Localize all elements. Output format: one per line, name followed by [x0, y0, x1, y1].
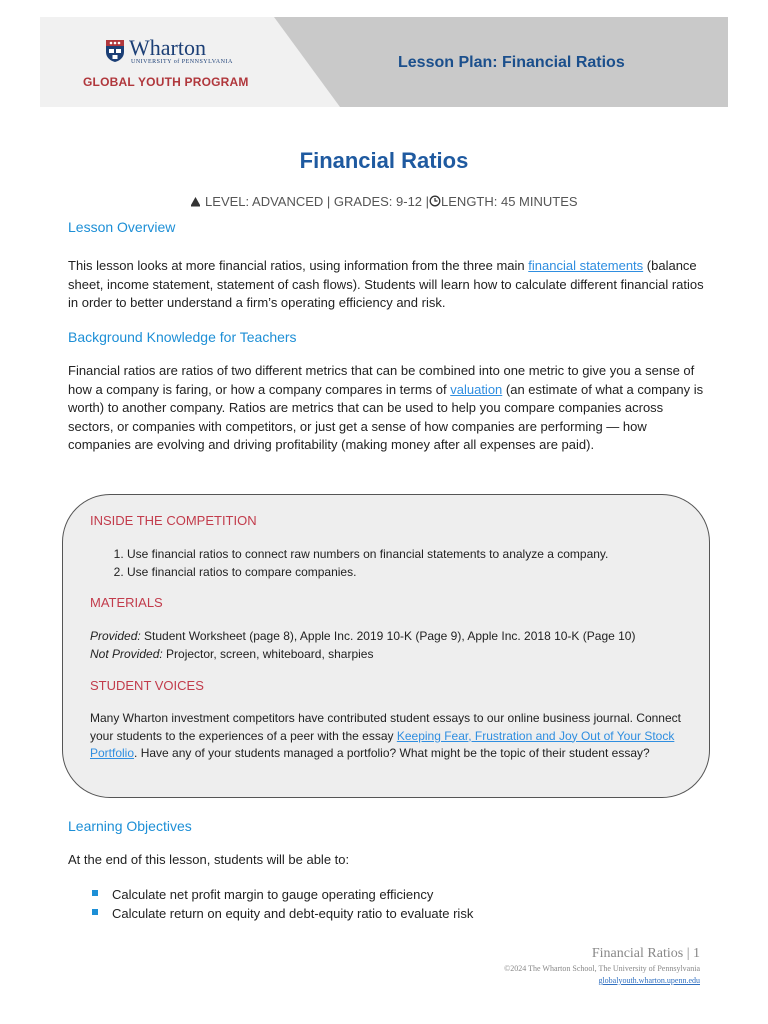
logo-wordmark: Wharton [129, 35, 206, 60]
competition-callout-box [62, 494, 710, 798]
document-title: Financial Ratios [299, 148, 469, 173]
objectives-list [92, 885, 473, 923]
provided-label: Provided: [90, 629, 141, 643]
logo-subtitle: UNIVERSITY of PENNSYLVANIA [131, 59, 233, 65]
provided-text: Student Worksheet (page 8), Apple Inc. 2019 10-K (Page 9), Apple Inc. 2018 10-K (Page 10) [140, 629, 636, 643]
objective-text: Calculate return on equity and debt-equity ratio to evaluate risk [112, 906, 474, 921]
lesson-meta [0, 194, 768, 209]
voices-text-part: . Have any of your students managed a portfolio? What might be the topic of their student essay? [134, 746, 650, 760]
competition-list [109, 545, 608, 581]
not-provided-text: Projector, screen, whiteboard, sharpies [162, 646, 374, 661]
student-voices-text [90, 710, 690, 763]
lesson-overview-text [68, 257, 708, 313]
meta-length: LENGTH: 45 MINUTES [441, 194, 578, 209]
essay-link[interactable]: Keeping Fear, Frustration and Joy Out of Your Stock Portfolio [90, 728, 675, 760]
materials-heading: MATERIALS [90, 595, 163, 610]
footer-page-title: Financial Ratios | 1 [591, 946, 700, 961]
objectives-intro: At the end of this lesson, students will be able to: [68, 852, 350, 867]
background-text-part: (an estimate of what a company is worth) to another company. Ratios are metrics that can be used to help you compare companies across sectors, or companies with competitors, or just get a sense of how companies are performing — how companies are evolving and driving profitability (making money after all expenses are paid). [68, 381, 704, 452]
objective-text: Calculate net profit margin to gauge operating efficiency [112, 887, 434, 902]
program-name: GLOBAL YOUTH PROGRAM [83, 75, 249, 89]
materials-text [90, 628, 690, 663]
not-provided-label: Not Provided: [90, 646, 163, 661]
footer-copyright: ©2024 The Wharton School, The University of Pennsylvania [504, 964, 700, 973]
student-voices-heading: STUDENT VOICES [90, 678, 204, 693]
financial-statements-link[interactable]: financial statements [528, 258, 644, 273]
page-header [40, 17, 728, 107]
bullet-icon [92, 890, 98, 896]
background-heading: Background Knowledge for Teachers [68, 329, 297, 345]
lesson-overview-heading: Lesson Overview [68, 219, 176, 235]
inside-competition-heading: INSIDE THE COMPETITION [90, 513, 257, 528]
overview-text-part: (balance sheet, income statement, statement of cash flows). Students will learn how to calculate different financial ratios in order to better understand a firm’s operating efficiency and risk. [68, 258, 704, 310]
valuation-link[interactable]: valuation [450, 381, 503, 397]
list-item: 1. Use financial ratios to connect raw numbers on financial statements to analyze a company. [127, 545, 608, 563]
footer-website-link[interactable]: globalyouth.wharton.upenn.edu [598, 976, 700, 985]
learning-objectives-heading: Learning Objectives [68, 818, 192, 834]
list-item [112, 904, 473, 923]
list-item: 2. Use financial ratios to compare companies. [127, 563, 608, 581]
background-text-part: Financial ratios are ratios of two different metrics that can be combined into one metric to give you a sense of how a company is faring, or how a company compares in terms of [68, 363, 695, 397]
level-icon [190, 196, 201, 207]
penn-shield-icon [105, 39, 125, 63]
background-text [68, 362, 708, 455]
voices-text-part: Many Wharton investment competitors have contributed student essays to our online business journal. Connect your students to the experiences of a peer with the essay [90, 711, 681, 743]
clock-icon [429, 195, 441, 207]
list-item [112, 885, 473, 904]
bullet-icon [92, 909, 98, 915]
meta-level: LEVEL: ADVANCED | GRADES: 9-12 | [205, 194, 430, 209]
lesson-plan-title: Lesson Plan: Financial Ratios [398, 54, 625, 71]
overview-text-part: This lesson looks at more financial ratios, using information from the three main [68, 258, 529, 273]
